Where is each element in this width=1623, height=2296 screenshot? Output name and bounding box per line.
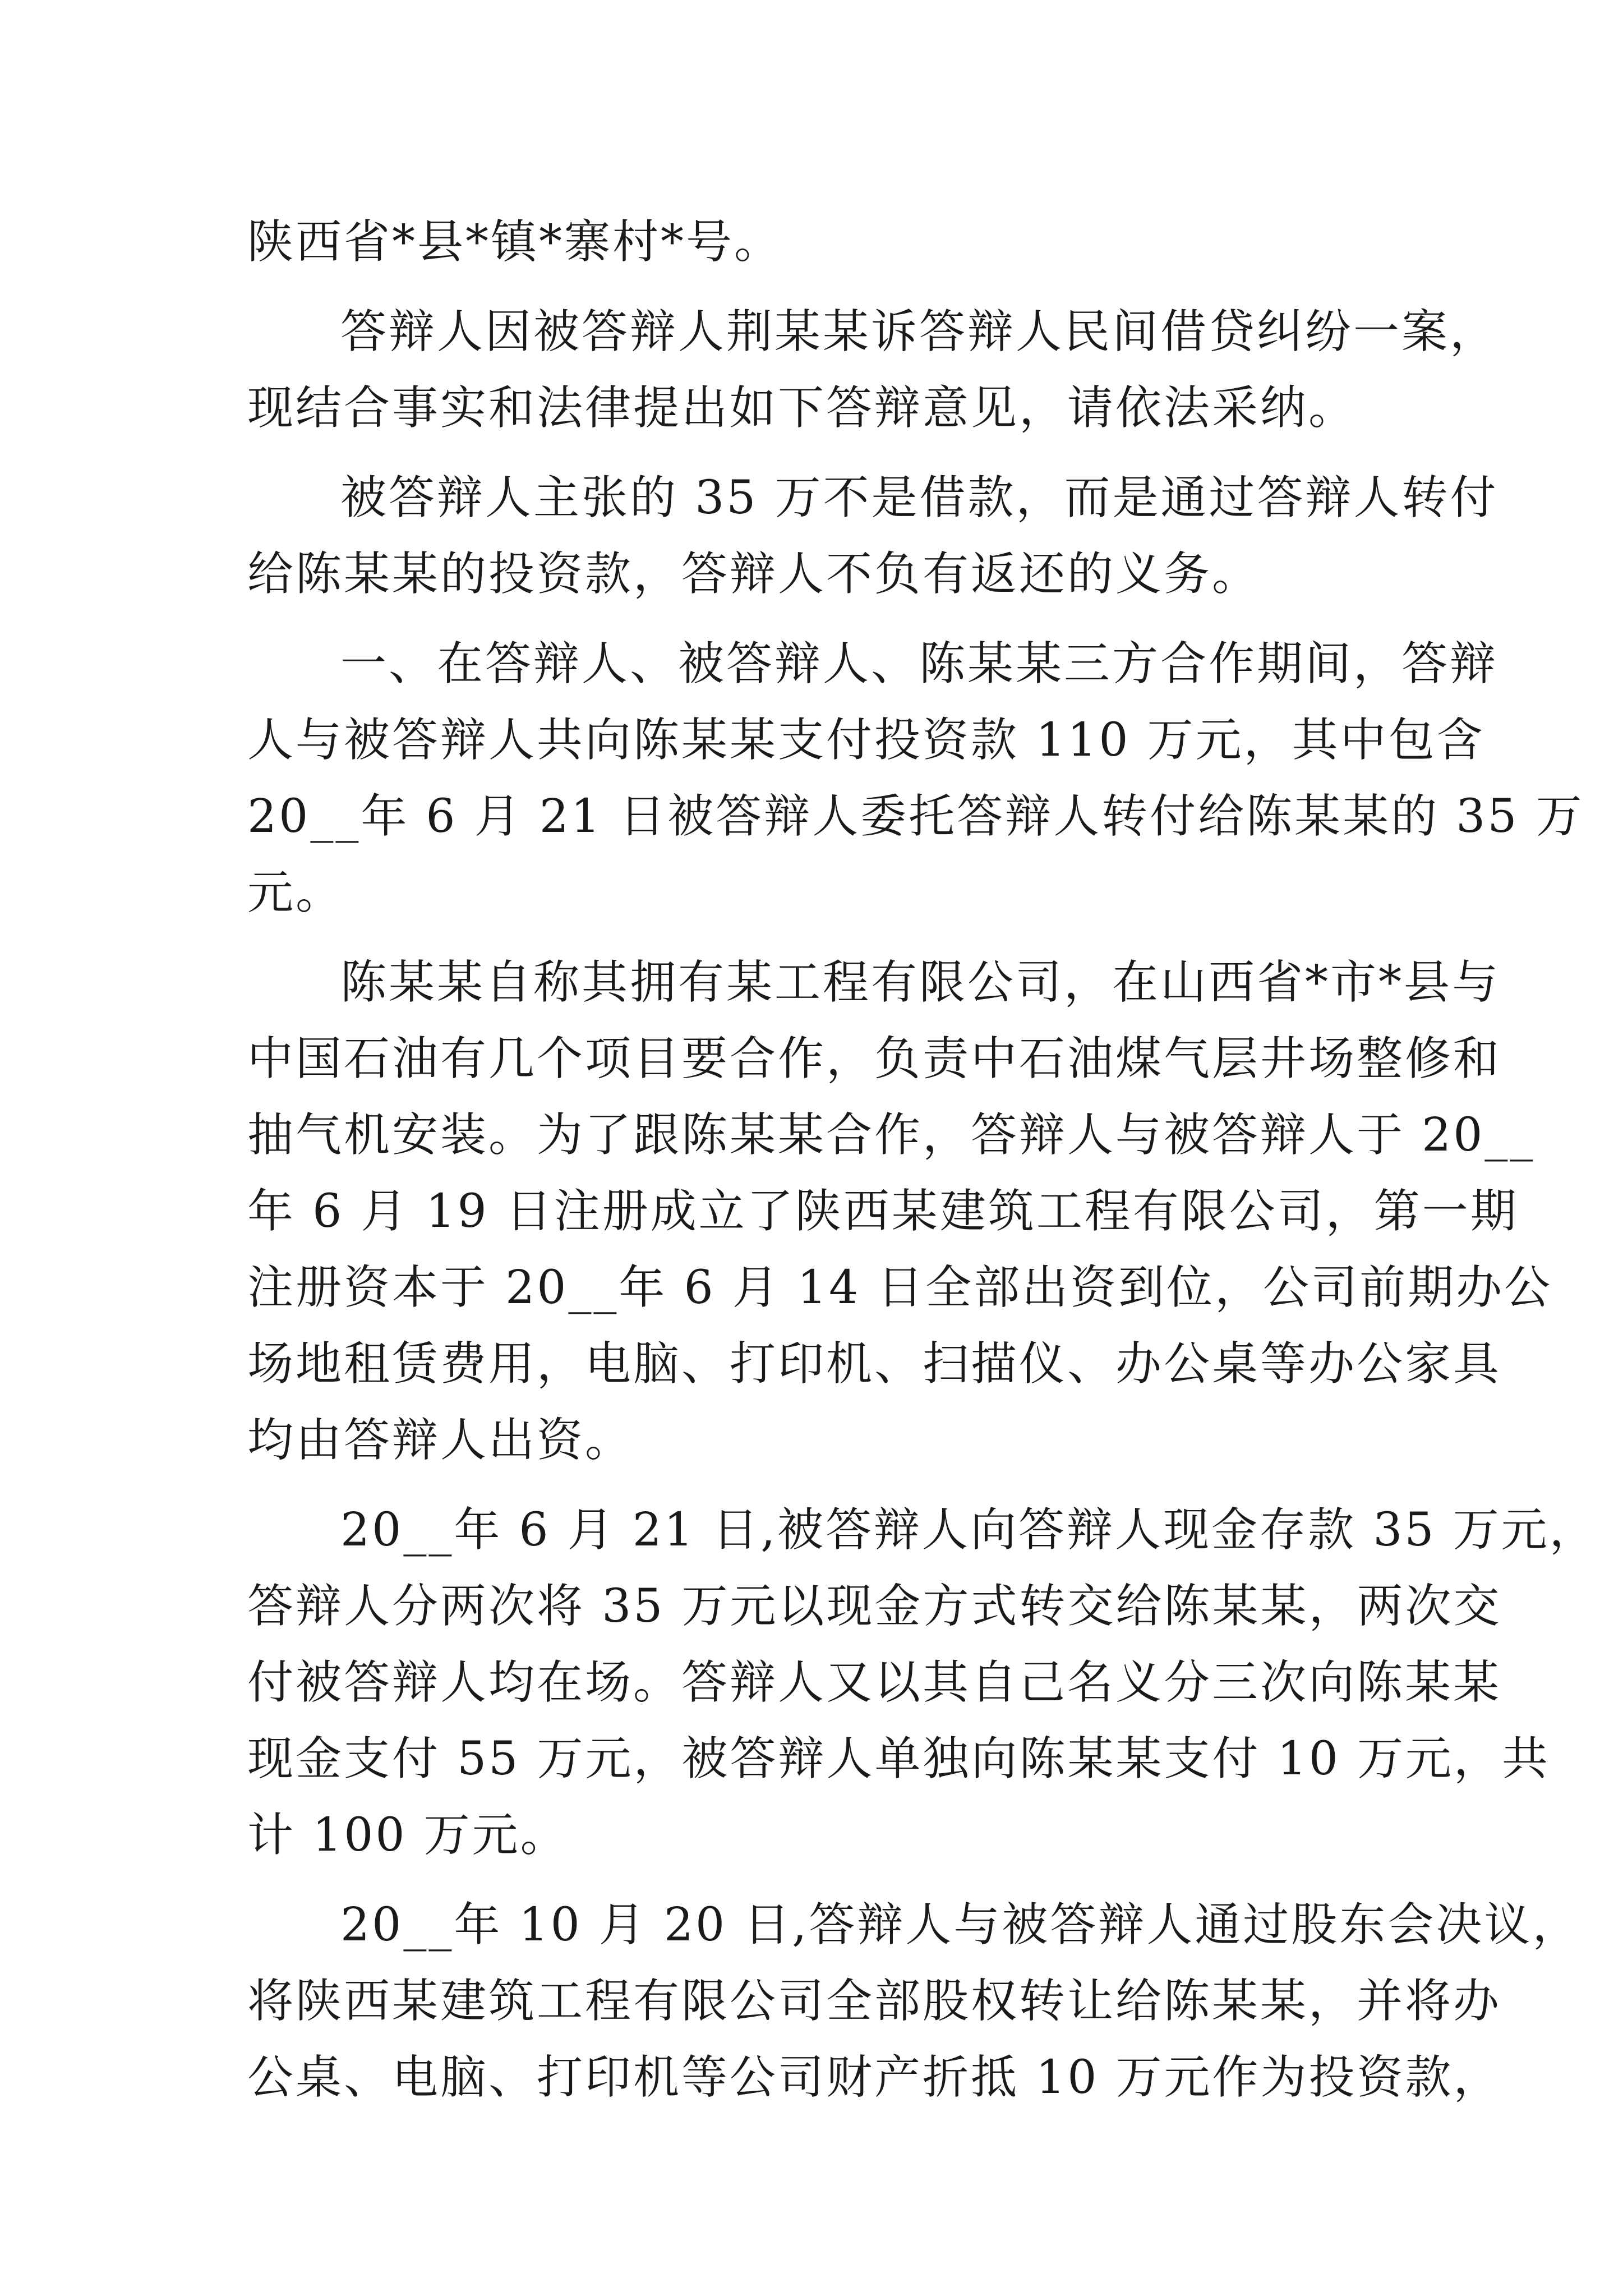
paragraph-gap — [247, 931, 1391, 945]
paragraph-gap — [247, 447, 1391, 460]
paragraph-line: 付被答辩人均在场。答辩人又以其自己名义分三次向陈某某 — [247, 1656, 1502, 1709]
document-body — [247, 204, 1598, 2116]
paragraph-line: 被答辩人主张的 35 万不是借款，而是通过答辩人转付 — [340, 471, 1498, 524]
paragraph-line: 20__年 6 月 21 日,被答辩人向答辩人现金存款 35 万元， — [340, 1503, 1598, 1557]
paragraph-line: 元。 — [247, 866, 344, 919]
paragraph-line: 场地租赁费用，电脑、打印机、扫描仪、办公桌等办公家具 — [247, 1337, 1502, 1391]
paragraph-line: 现金支付 55 万元，被答辩人单独向陈某某支付 10 万元，共 — [247, 1732, 1550, 1786]
paragraph-gap — [247, 1479, 1391, 1492]
paragraph-line: 公桌、电脑、打印机等公司财产折抵 10 万元作为投资款， — [247, 2051, 1502, 2104]
paragraph-line: 年 6 月 19 日注册成立了陕西某建筑工程有限公司，第一期 — [247, 1185, 1519, 1238]
paragraph-line: 一、在答辩人、被答辩人、陈某某三方合作期间，答辩 — [340, 637, 1498, 691]
paragraph-line: 20__年 10 月 20 日,答辩人与被答辩人通过股东会决议， — [340, 1898, 1581, 1952]
paragraph-line: 计 100 万元。 — [247, 1809, 569, 1862]
paragraph-line: 答辩人分两次将 35 万元以现金方式转交给陈某某，两次交 — [247, 1580, 1502, 1633]
paragraph-gap — [247, 280, 1391, 294]
paragraph-line: 答辩人因被答辩人荆某某诉答辩人民间借贷纠纷一案， — [340, 305, 1498, 358]
paragraph-line: 中国石油有几个项目要合作，负责中石油煤气层井场整修和 — [247, 1032, 1502, 1085]
paragraph-line: 人与被答辩人共向陈某某支付投资款 110 万元，其中包含 — [247, 714, 1485, 767]
paragraph-line: 给陈某某的投资款，答辩人不负有返还的义务。 — [247, 547, 1261, 601]
paragraph-gap — [247, 1874, 1391, 1887]
paragraph-line: 抽气机安装。为了跟陈某某合作，答辩人与被答辩人于 20__ — [247, 1108, 1536, 1162]
paragraph-line: 均由答辩人出资。 — [247, 1414, 634, 1467]
paragraph-line: 20__年 6 月 21 日被答辩人委托答辩人转付给陈某某的 35 万 — [247, 790, 1584, 843]
paragraph-line: 陈某某自称其拥有某工程有限公司，在山西省*市*县与 — [340, 956, 1501, 1009]
paragraph-line: 注册资本于 20__年 6 月 14 日全部出资到位，公司前期办公 — [247, 1261, 1553, 1314]
paragraph-line: 将陕西某建筑工程有限公司全部股权转让给陈某某，并将办 — [247, 1975, 1502, 2028]
paragraph-gap — [247, 613, 1391, 626]
address-line: 陕西省*县*镇*寨村*号。 — [247, 215, 783, 269]
paragraph-line: 现结合事实和法律提出如下答辩意见，请依法采纳。 — [247, 381, 1357, 435]
